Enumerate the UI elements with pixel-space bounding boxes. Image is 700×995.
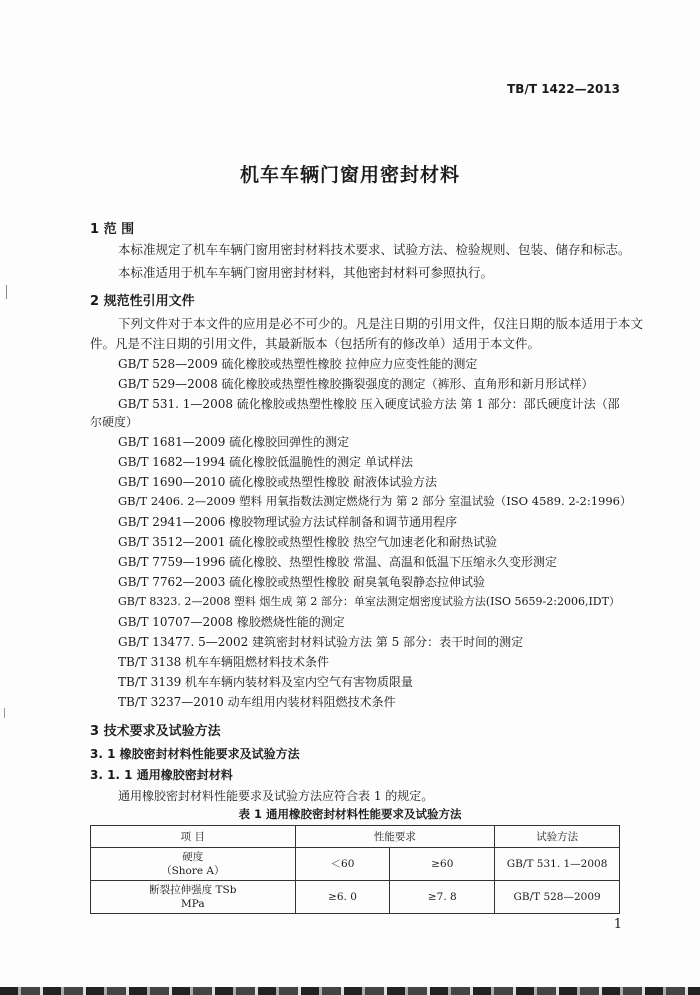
reference-item: GB/T 7759—1996 硫化橡胶、热塑性橡胶 常温、高温和低温下压缩永久变形测定 <box>118 555 557 569</box>
reference-item: GB/T 1690—2010 硫化橡胶或热塑性橡胶 耐液体试验方法 <box>118 475 437 489</box>
subsection-3-1-1-heading: 3. 1. 1 通用橡胶密封材料 <box>90 768 233 782</box>
reference-item: TB/T 3138 机车车辆阻燃材料技术条件 <box>118 655 330 669</box>
header-item: 项 目 <box>91 826 296 848</box>
reference-item: TB/T 3139 机车车辆内装材料及室内空气有害物质限量 <box>118 675 414 689</box>
reference-item: GB/T 2406. 2—2009 塑料 用氧指数法测定燃烧行为 第 2 部分 室温试验（ISO 4589. 2-2:1996） <box>118 494 632 508</box>
scan-mark <box>6 285 7 299</box>
requirement-cell: ＜60 <box>295 848 390 881</box>
requirement-cell: ≥7. 8 <box>390 881 495 914</box>
method-cell: GB/T 531. 1—2008 <box>495 848 620 881</box>
reference-item: GB/T 8323. 2—2008 塑料 烟生成 第 2 部分：单室法测定烟密度试验方法(ISO 5659-2:2006,IDT） <box>118 595 620 608</box>
table-row <box>91 848 620 881</box>
reference-item: GB/T 7762—2003 硫化橡胶或热塑性橡胶 耐臭氧龟裂静态拉伸试验 <box>118 575 485 589</box>
table-caption: 表 1 通用橡胶密封材料性能要求及试验方法 <box>238 807 462 821</box>
reference-item: GB/T 3512—2001 硫化橡胶或热塑性橡胶 热空气加速老化和耐热试验 <box>118 535 497 549</box>
reference-item: TB/T 3237—2010 动车组用内装材料阻燃技术条件 <box>118 695 396 709</box>
section-3-heading: 3 技术要求及试验方法 <box>90 724 221 739</box>
header-requirement: 性能要求 <box>295 826 495 848</box>
scan-mark <box>4 708 5 718</box>
item-unit: （Shore A） <box>161 865 225 877</box>
section-2-intro-2: 件。凡是不注日期的引用文件，其最新版本（包括所有的修改单）适用于本文件。 <box>90 336 541 351</box>
item-name: 硬度 <box>182 850 204 863</box>
reference-item: GB/T 2941—2006 橡胶物理试验方法试样制备和调节通用程序 <box>118 515 458 529</box>
section-3-para: 通用橡胶密封材料性能要求及试验方法应符合表 1 的规定。 <box>118 789 434 803</box>
section-2-intro-1: 下列文件对于本文件的应用是必不可少的。凡是注日期的引用文件，仅注日期的版本适用于本文 <box>118 316 644 331</box>
reference-item-continuation: 尔硬度） <box>90 415 139 429</box>
scan-edge-bar <box>0 987 700 995</box>
requirement-cell: ≥6. 0 <box>295 881 390 914</box>
item-cell <box>91 848 296 881</box>
reference-item: GB/T 529—2008 硫化橡胶或热塑性橡胶撕裂强度的测定（裤形、直角形和新月形试样） <box>118 377 594 391</box>
reference-item: GB/T 528—2009 硫化橡胶或热塑性橡胶 拉伸应力应变性能的测定 <box>118 357 478 371</box>
standard-code: TB/T 1422—2013 <box>507 82 620 96</box>
item-name: 断裂拉伸强度 TSb <box>149 883 237 896</box>
reference-item: GB/T 1681—2009 硫化橡胶回弹性的测定 <box>118 435 350 449</box>
requirement-cell: ≥60 <box>390 848 495 881</box>
method-cell: GB/T 528—2009 <box>495 881 620 914</box>
section-1-para-2: 本标准适用于机车车辆门窗用密封材料，其他密封材料可参照执行。 <box>118 265 494 280</box>
table-header-row <box>91 826 620 848</box>
section-1-para-1: 本标准规定了机车车辆门窗用密封材料技术要求、试验方法、检验规则、包装、储存和标志。 <box>118 242 631 257</box>
header-method: 试验方法 <box>495 826 620 848</box>
reference-item: GB/T 531. 1—2008 硫化橡胶或热塑性橡胶 压入硬度试验方法 第 1 部分：邵氏硬度计法（邵 <box>118 397 620 411</box>
reference-item: GB/T 13477. 5—2002 建筑密封材料试验方法 第 5 部分：表干时间的测定 <box>118 635 524 649</box>
section-1-heading: 1 范 围 <box>90 222 135 237</box>
section-2-heading: 2 规范性引用文件 <box>90 294 195 309</box>
item-unit: MPa <box>180 898 205 910</box>
reference-item: GB/T 10707—2008 橡胶燃烧性能的测定 <box>118 615 345 629</box>
table-row <box>91 881 620 914</box>
subsection-3-1-heading: 3. 1 橡胶密封材料性能要求及试验方法 <box>90 747 300 761</box>
reference-item: GB/T 1682—1994 硫化橡胶低温脆性的测定 单试样法 <box>118 455 413 469</box>
page-number: 1 <box>613 917 622 932</box>
document-title: 机车车辆门窗用密封材料 <box>239 164 460 186</box>
spec-table <box>90 825 620 914</box>
item-cell <box>91 881 296 914</box>
